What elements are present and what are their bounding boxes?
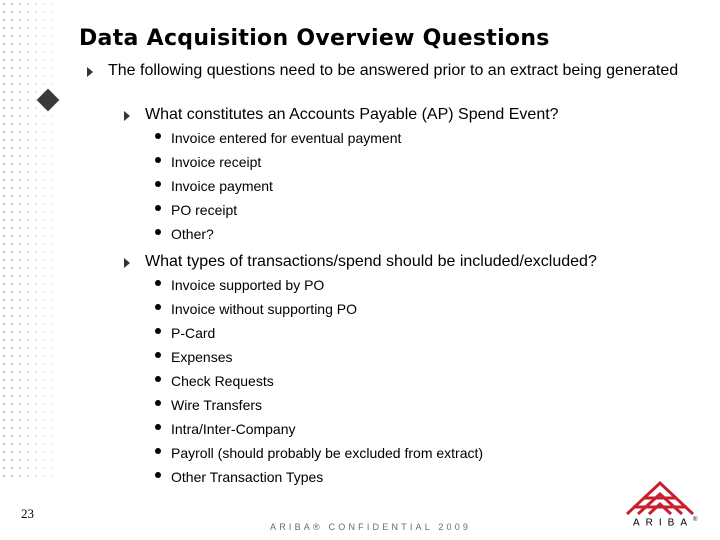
disc-bullet-icon xyxy=(155,205,161,211)
list-item: Wire Transfers xyxy=(155,393,483,417)
disc-bullet-icon xyxy=(155,472,161,478)
disc-bullet-icon xyxy=(155,400,161,406)
logo-wordmark: ARIBA® xyxy=(633,517,698,529)
list-item: Other? xyxy=(155,222,401,246)
ariba-pyramid-logo-icon xyxy=(625,480,695,516)
disc-bullet-icon xyxy=(155,376,161,382)
registered-mark: ® xyxy=(693,517,698,523)
triangle-right-icon xyxy=(124,111,130,121)
triangle-right-icon xyxy=(87,67,93,77)
triangle-right-icon xyxy=(124,258,130,268)
disc-bullet-icon xyxy=(155,181,161,187)
list-item: Expenses xyxy=(155,345,483,369)
list-item: Invoice entered for eventual payment xyxy=(155,126,401,150)
list-item: Check Requests xyxy=(155,369,483,393)
list-item: Other Transaction Types xyxy=(155,465,483,489)
section-heading: What constitutes an Accounts Payable (AP) Spend Event? xyxy=(145,106,559,123)
list-item: Invoice receipt xyxy=(155,150,401,174)
bullet-list xyxy=(155,273,483,489)
section-heading: What types of transactions/spend should be included/excluded? xyxy=(145,253,597,270)
disc-bullet-icon xyxy=(155,448,161,454)
disc-bullet-icon xyxy=(155,280,161,286)
dot-pattern-decoration xyxy=(0,0,64,480)
intro-text: The following questions need to be answered prior to an extract being generated xyxy=(108,62,679,79)
disc-bullet-icon xyxy=(155,352,161,358)
slide-title: Data Acquisition Overview Questions xyxy=(79,26,550,51)
confidential-footer: ARIBA® CONFIDENTIAL 2009 xyxy=(270,522,472,532)
list-item: P-Card xyxy=(155,321,483,345)
page-number: 23 xyxy=(21,506,34,521)
list-item: Invoice supported by PO xyxy=(155,273,483,297)
disc-bullet-icon xyxy=(155,424,161,430)
list-item: Invoice payment xyxy=(155,174,401,198)
disc-bullet-icon xyxy=(155,229,161,235)
disc-bullet-icon xyxy=(155,133,161,139)
bullet-list xyxy=(155,126,401,246)
list-item: PO receipt xyxy=(155,198,401,222)
list-item: Invoice without supporting PO xyxy=(155,297,483,321)
disc-bullet-icon xyxy=(155,328,161,334)
list-item: Payroll (should probably be excluded from extract) xyxy=(155,441,483,465)
disc-bullet-icon xyxy=(155,304,161,310)
list-item: Intra/Inter-Company xyxy=(155,417,483,441)
disc-bullet-icon xyxy=(155,157,161,163)
